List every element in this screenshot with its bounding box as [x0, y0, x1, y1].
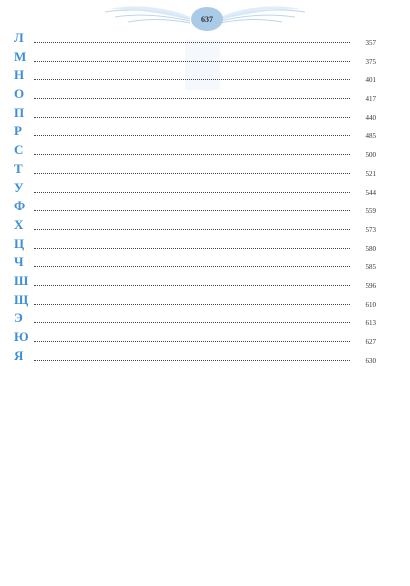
- index-row[interactable]: [14, 329, 376, 348]
- index-page-number: 401: [365, 76, 376, 85]
- index-row[interactable]: [14, 123, 376, 142]
- index-row[interactable]: [14, 254, 376, 273]
- dotted-leader: [34, 98, 350, 99]
- dotted-leader: [34, 117, 350, 118]
- index-letter: П: [14, 104, 25, 120]
- page-number: 637: [201, 14, 213, 24]
- index-row[interactable]: [14, 86, 376, 105]
- index-page-number: 630: [365, 356, 376, 365]
- index-letter: У: [14, 179, 24, 195]
- index-page-number: 440: [365, 113, 376, 122]
- index-page-number: 610: [365, 300, 376, 309]
- index-row[interactable]: [14, 161, 376, 180]
- index-letter: Н: [14, 67, 25, 83]
- index-letter: Щ: [14, 291, 29, 307]
- index-page-number: 544: [365, 188, 376, 197]
- index-row[interactable]: [14, 217, 376, 236]
- index-row[interactable]: [14, 348, 376, 367]
- index-row[interactable]: [14, 273, 376, 292]
- index-page-number: 627: [365, 338, 376, 346]
- dotted-leader: [34, 266, 350, 267]
- index-letter: М: [14, 48, 27, 64]
- index-row[interactable]: [14, 30, 376, 49]
- index-letter: Я: [14, 347, 24, 363]
- index-page-number: 500: [365, 151, 376, 160]
- dotted-leader: [34, 304, 350, 305]
- index-letter: О: [14, 86, 25, 102]
- index-letter: С: [14, 142, 24, 158]
- index-letter: Р: [14, 123, 22, 139]
- index-letter: Ш: [14, 272, 29, 288]
- index-page-number: 580: [365, 244, 376, 253]
- dotted-leader: [34, 154, 350, 155]
- dotted-leader: [34, 229, 350, 230]
- index-row[interactable]: [14, 292, 376, 311]
- index-letter: Ц: [14, 235, 25, 251]
- dotted-leader: [34, 173, 350, 174]
- dotted-leader: [34, 135, 350, 136]
- index-row[interactable]: [14, 180, 376, 199]
- index-letter: Л: [14, 30, 24, 45]
- index-row[interactable]: [14, 236, 376, 255]
- page-number-badge: [191, 7, 223, 31]
- index-row[interactable]: [14, 142, 376, 161]
- dotted-leader: [34, 210, 350, 211]
- index-page-number: 573: [365, 225, 376, 234]
- index-letter: Х: [14, 216, 24, 232]
- index-letter: Ю: [14, 329, 29, 344]
- dotted-leader: [34, 192, 350, 193]
- index-letter: Ф: [14, 198, 26, 214]
- index-page-number: 596: [365, 281, 376, 290]
- index-row[interactable]: [14, 49, 376, 68]
- index-page-number: 485: [365, 132, 376, 141]
- index-row[interactable]: [14, 198, 376, 217]
- index-page-number: 521: [365, 169, 376, 178]
- dotted-leader: [34, 285, 350, 286]
- index-row[interactable]: [14, 105, 376, 124]
- index-page-number: 375: [365, 57, 376, 66]
- alphabetical-index: [14, 30, 376, 366]
- dotted-leader: [34, 341, 350, 342]
- index-page-number: 585: [365, 263, 376, 272]
- index-page-number: 613: [365, 319, 376, 328]
- dotted-leader: [34, 42, 350, 43]
- index-row[interactable]: [14, 67, 376, 86]
- index-page-number: 559: [365, 207, 376, 216]
- dotted-leader: [34, 360, 350, 361]
- index-letter: Э: [14, 310, 23, 326]
- index-letter: Т: [14, 160, 23, 176]
- dotted-leader: [34, 79, 350, 80]
- index-page-number: 357: [365, 39, 376, 47]
- index-letter: Ч: [14, 254, 24, 270]
- index-row[interactable]: [14, 310, 376, 329]
- dotted-leader: [34, 322, 350, 323]
- index-page-number: 417: [365, 95, 376, 104]
- dotted-leader: [34, 61, 350, 62]
- dotted-leader: [34, 248, 350, 249]
